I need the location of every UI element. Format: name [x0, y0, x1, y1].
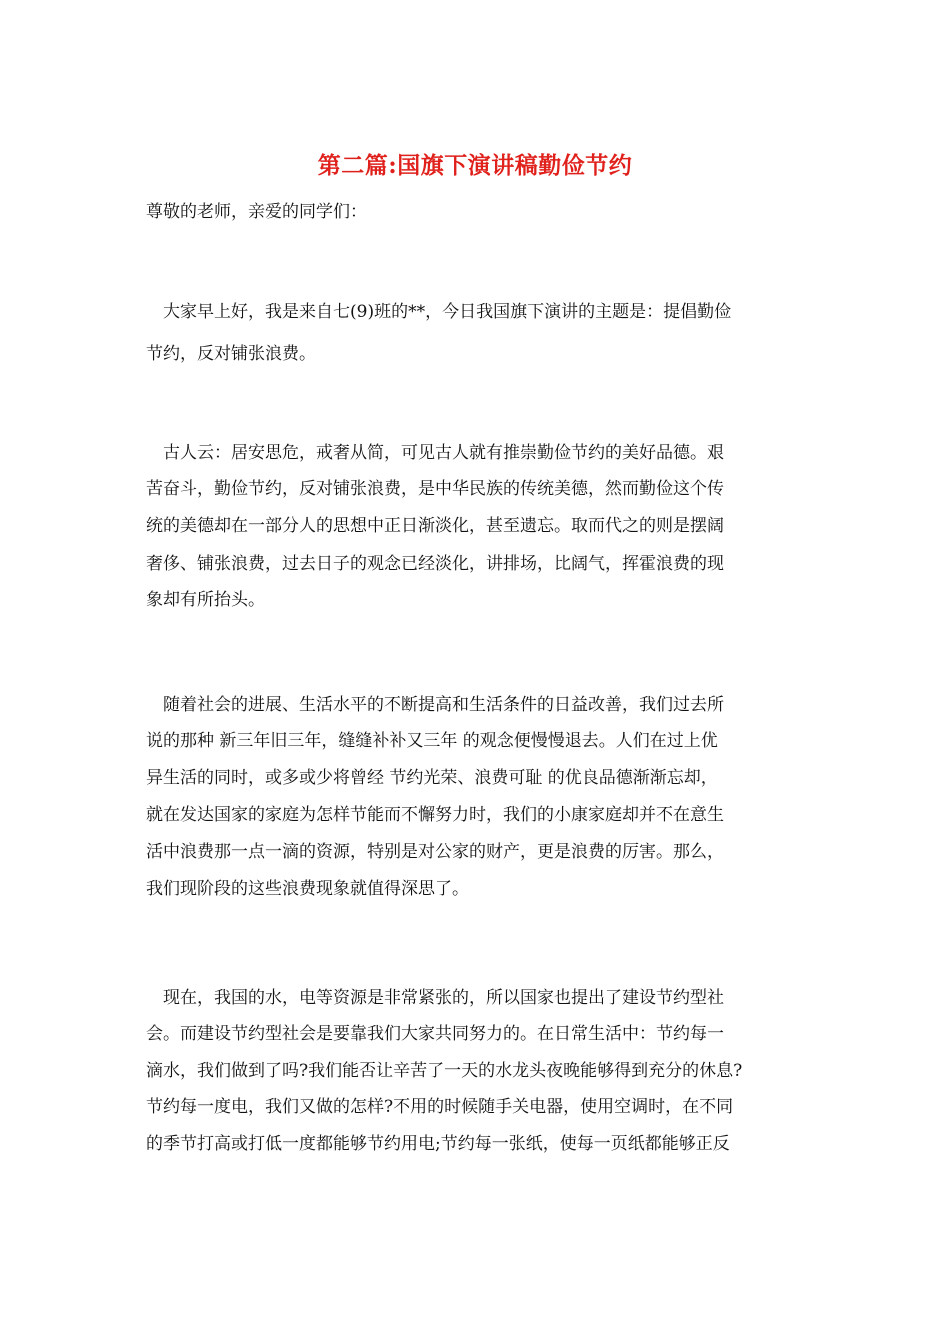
paragraph-3-line-3: 异生活的同时，或多或少将曾经 节约光荣、浪费可耻 的优良品德渐渐忘却， — [146, 768, 718, 788]
paragraph-3-line-2: 说的那种 新三年旧三年，缝缝补补又三年 的观念便慢慢退去。人们在过上优 — [146, 731, 718, 751]
paragraph-2-line-2: 苦奋斗，勤俭节约，反对铺张浪费，是中华民族的传统美德，然而勤俭这个传 — [146, 479, 724, 499]
paragraph-1-line-1: 大家早上好，我是来自七(9)班的**，今日我国旗下演讲的主题是：提倡勤俭 — [163, 302, 732, 322]
paragraph-3-line-5: 活中浪费那一点一滴的资源，特别是对公家的财产，更是浪费的厉害。那么， — [146, 842, 724, 862]
paragraph-1-line-2: 节约，反对铺张浪费。 — [146, 344, 316, 364]
paragraph-4-line-5: 的季节打高或打低一度都能够节约用电;节约每一张纸，使每一页纸都能够正反 — [146, 1134, 730, 1154]
paragraph-3-line-4: 就在发达国家的家庭为怎样节能而不懈努力时，我们的小康家庭却并不在意生 — [146, 805, 724, 825]
paragraph-4-line-3: 滴水，我们做到了吗?我们能否让辛苦了一天的水龙头夜晚能够得到充分的休息? — [146, 1061, 743, 1081]
paragraph-2-line-5: 象却有所抬头。 — [146, 590, 265, 610]
paragraph-3-line-1: 随着社会的进展、生活水平的不断提高和生活条件的日益改善，我们过去所 — [163, 695, 724, 715]
paragraph-2-line-1: 古人云：居安思危，戒奢从简，可见古人就有推崇勤俭节约的美好品德。艰 — [163, 443, 724, 463]
paragraph-4-line-4: 节约每一度电，我们又做的怎样?不用的时候随手关电器，使用空调时，在不同 — [146, 1097, 734, 1117]
paragraph-4-line-2: 会。而建设节约型社会是要靠我们大家共同努力的。在日常生活中：节约每一 — [146, 1024, 724, 1044]
paragraph-4-line-1: 现在，我国的水，电等资源是非常紧张的，所以国家也提出了建设节约型社 — [163, 988, 724, 1008]
salutation: 尊敬的老师，亲爱的同学们： — [146, 202, 367, 222]
paragraph-2-line-3: 统的美德却在一部分人的思想中正日渐淡化，甚至遗忘。取而代之的则是摆阔 — [146, 516, 724, 536]
paragraph-3-line-6: 我们现阶段的这些浪费现象就值得深思了。 — [146, 879, 469, 899]
document-title: 第二篇:国旗下演讲稿勤俭节约 — [317, 152, 633, 179]
paragraph-2-line-4: 奢侈、铺张浪费，过去日子的观念已经淡化，讲排场，比阔气，挥霍浪费的现 — [146, 554, 724, 574]
